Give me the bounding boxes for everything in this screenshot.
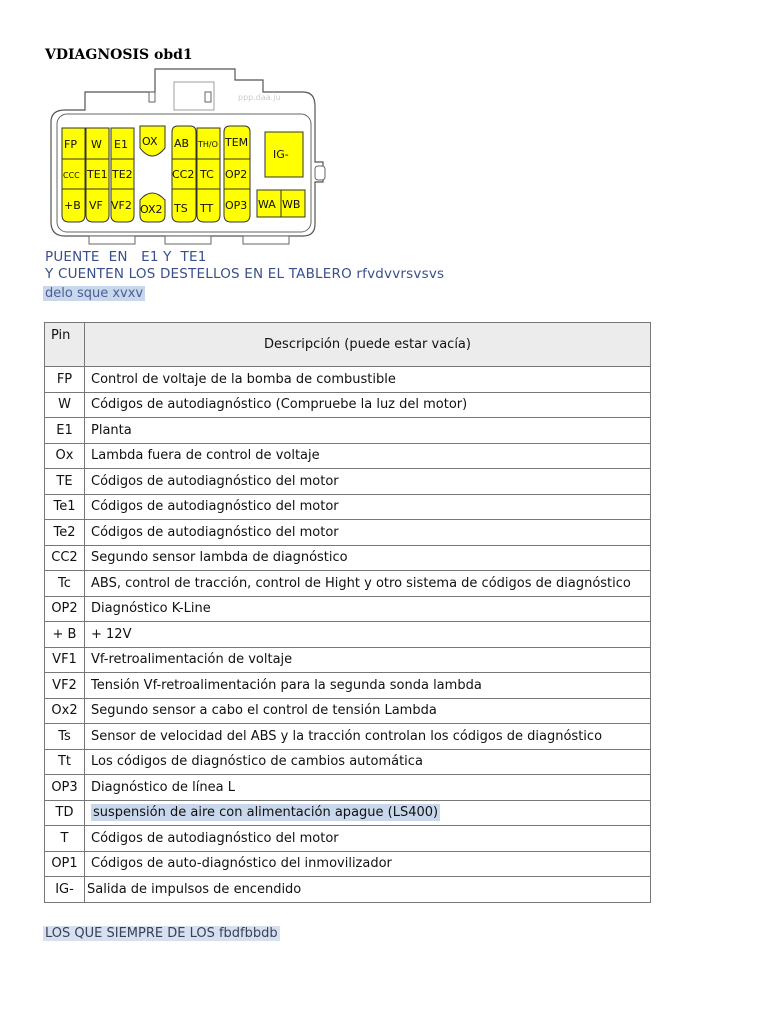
highlighted-description: suspensión de aire con alimentación apague (LS400): [93, 805, 439, 821]
pin-vf2-label: VF2: [111, 199, 132, 212]
obd1-connector-diagram: [45, 66, 335, 248]
row-pin: Ox2: [45, 698, 85, 724]
row-pin: IG-: [45, 877, 85, 903]
row-description: Códigos de autodiagnóstico del motor: [85, 826, 651, 852]
footer-note: LOS QUE SIEMPRE DE LOS fbdfbbdb: [45, 926, 278, 941]
row-description: Tensión Vf-retroalimentación para la segunda sonda lambda: [85, 673, 651, 699]
pin-tt-label: TT: [200, 202, 214, 215]
row-description: Segundo sensor a cabo el control de tensión Lambda: [85, 698, 651, 724]
row-description: Salida de impulsos de encendido: [85, 877, 651, 903]
pin-w-label: W: [91, 138, 102, 151]
pin-op2-label: OP2: [225, 168, 248, 181]
table-row: [45, 877, 651, 903]
table-row: [45, 596, 651, 622]
pin-wa-label: WA: [258, 198, 276, 211]
header-description: Descripción (puede estar vacía): [85, 323, 651, 367]
table-row: [45, 622, 651, 648]
pin-wb-label: WB: [282, 198, 301, 211]
row-pin: OP3: [45, 775, 85, 801]
pin-cc2-label: CC2: [172, 168, 195, 181]
table-row: [45, 775, 651, 801]
pin-tho-label: TH/O: [198, 140, 218, 149]
row-description: Lambda fuera de control de voltaje: [85, 443, 651, 469]
header-pin: Pin: [45, 323, 85, 367]
pin-tem-label: TEM: [225, 136, 249, 149]
row-pin: FP: [45, 367, 85, 393]
table-row: [45, 494, 651, 520]
pin-ox2-label: OX2: [140, 203, 163, 216]
table-row: [45, 851, 651, 877]
row-description: Códigos de auto-diagnóstico del inmovilizador: [85, 851, 651, 877]
table-row: [45, 545, 651, 571]
watermark-text: ppp.daa.ju: [238, 93, 281, 102]
row-pin: Te2: [45, 520, 85, 546]
row-pin: Ox: [45, 443, 85, 469]
row-description: Planta: [85, 418, 651, 444]
row-description: Vf-retroalimentación de voltaje: [85, 647, 651, 673]
row-description: + 12V: [85, 622, 651, 648]
pin-ab-label: AB: [174, 137, 190, 150]
row-description: Los códigos de diagnóstico de cambios automática: [85, 749, 651, 775]
row-pin: TE: [45, 469, 85, 495]
row-pin: E1: [45, 418, 85, 444]
table-row: [45, 418, 651, 444]
row-description: ABS, control de tracción, control de Hight y otro sistema de códigos de diagnóstico: [85, 571, 651, 597]
pin-b-label: +B: [64, 199, 81, 212]
table-row: [45, 367, 651, 393]
row-description: Sensor de velocidad del ABS y la tracción controlan los códigos de diagnóstico: [85, 724, 651, 750]
document-title: VDIAGNOSIS obd1: [45, 47, 193, 63]
row-pin: Tt: [45, 749, 85, 775]
table-row: [45, 698, 651, 724]
row-pin: TD: [45, 800, 85, 826]
row-description: Diagnóstico de línea L: [85, 775, 651, 801]
table-header-row: [45, 323, 651, 367]
pin-ts-label: TS: [174, 202, 188, 215]
row-pin: + B: [45, 622, 85, 648]
instruction-line-2: Y CUENTEN LOS DESTELLOS EN EL TABLERO rfvdvvrsvsvs: [45, 266, 445, 282]
row-pin: VF1: [45, 647, 85, 673]
row-pin: OP1: [45, 851, 85, 877]
highlighted-note: delo sque xvxv: [45, 286, 144, 301]
pin-tc-label: TC: [200, 168, 214, 181]
row-description: Diagnóstico K-Line: [85, 596, 651, 622]
table-row: [45, 673, 651, 699]
row-description: Códigos de autodiagnóstico del motor: [85, 469, 651, 495]
table-row: [45, 749, 651, 775]
instruction-line-1: PUENTE EN E1 Y TE1: [45, 249, 207, 265]
pin-op3-label: OP3: [225, 199, 248, 212]
table-row: [45, 520, 651, 546]
table-row: [45, 392, 651, 418]
pin-fp-label: FP: [64, 138, 77, 151]
table-row: [45, 724, 651, 750]
pin-te2-label: TE2: [112, 168, 133, 181]
table-row: [45, 571, 651, 597]
row-pin: Te1: [45, 494, 85, 520]
pin-ccc-label: CCC: [63, 171, 80, 180]
table-row: [45, 443, 651, 469]
row-pin: OP2: [45, 596, 85, 622]
row-description: Códigos de autodiagnóstico del motor: [85, 494, 651, 520]
row-description: Control de voltaje de la bomba de combustible: [85, 367, 651, 393]
row-description: Códigos de autodiagnóstico del motor: [85, 520, 651, 546]
pin-e1-label: E1: [114, 138, 128, 151]
pin-description-table: [44, 322, 651, 903]
pin-ig-label: IG-: [273, 148, 289, 161]
pin-ox-label: OX: [142, 135, 158, 148]
table-row: [45, 647, 651, 673]
row-pin: Ts: [45, 724, 85, 750]
row-pin: T: [45, 826, 85, 852]
row-pin: Tc: [45, 571, 85, 597]
row-description: [85, 800, 651, 826]
row-pin: CC2: [45, 545, 85, 571]
pin-vf-label: VF: [89, 199, 103, 212]
row-description: Segundo sensor lambda de diagnóstico: [85, 545, 651, 571]
table-row: [45, 800, 651, 826]
row-pin: VF2: [45, 673, 85, 699]
table-row: [45, 469, 651, 495]
row-description: Códigos de autodiagnóstico (Compruebe la luz del motor): [85, 392, 651, 418]
row-pin: W: [45, 392, 85, 418]
table-row: [45, 826, 651, 852]
pin-te1-label: TE1: [87, 168, 108, 181]
